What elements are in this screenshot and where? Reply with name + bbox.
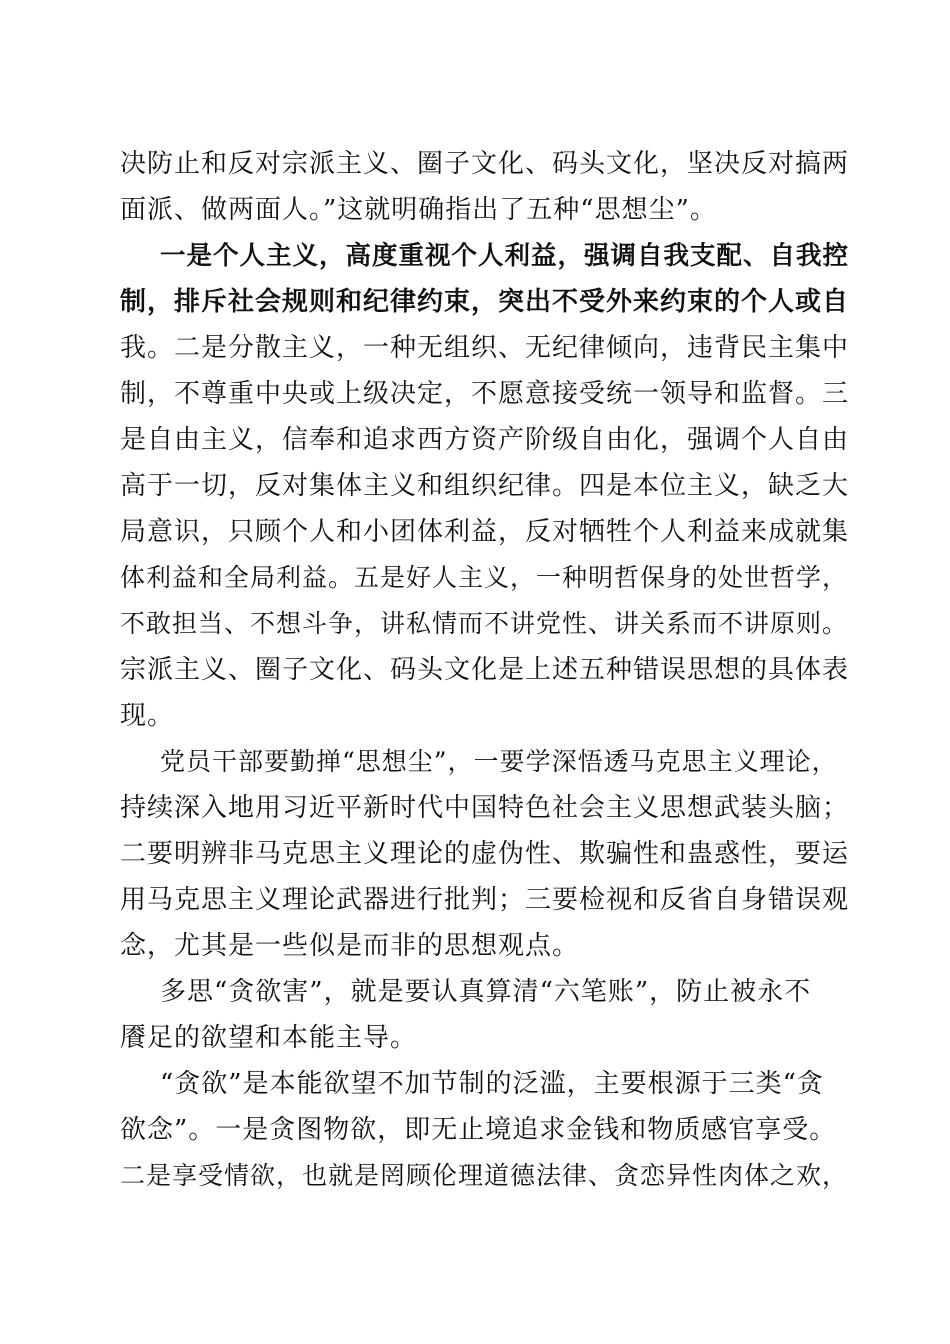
text-line: 制，排斥社会规则和纪律约束，突出不受外来约束的个人或自 (120, 287, 850, 317)
text-line: 面派、做两面人。”这就明确指出了五种“思想尘”。 (120, 195, 717, 225)
text-line: 决防止和反对宗派主义、圈子文化、码头文化，坚决反对搞两 (120, 149, 850, 179)
text-line: 制，不尊重中央或上级决定，不愿意接受统一领导和监督。三 (120, 379, 850, 409)
text-line: 用马克思主义理论武器进行批判；三要检视和反省自身错误观 (120, 885, 850, 915)
text-line: 我。二是分散主义，一种无组织、无纪律倾向，违背民主集中 (120, 333, 850, 363)
text-line: 现。 (120, 701, 175, 731)
text-line: 局意识，只顾个人和小团体利益，反对牺牲个人利益来成就集 (120, 517, 850, 547)
text-line: 体利益和全局利益。五是好人主义，一种明哲保身的处世哲学， (120, 563, 849, 592)
text-line: 多思“贪欲害”，就是要认真算清“六笔账”，防止被永不 (160, 977, 812, 1007)
text-line: 餍足的欲望和本能主导。 (120, 1023, 418, 1053)
text-line: 二是享受情欲，也就是罔顾伦理道德法律、贪恋异性肉体之欢， (120, 1161, 849, 1190)
text-line: 一是个人主义，高度重视个人利益，强调自我支配、自我控 (160, 241, 850, 271)
text-line: 二要明辨非马克思主义理论的虚伪性、欺骗性和蛊惑性，要运 (120, 839, 850, 869)
text-line: 不敢担当、不想斗争，讲私情而不讲党性、讲关系而不讲原则。 (120, 609, 849, 638)
text-line: 高于一切，反对集体主义和组织纪律。四是本位主义，缺乏大 (120, 471, 850, 501)
text-line: 宗派主义、圈子文化、码头文化是上述五种错误思想的具体表 (120, 655, 850, 685)
text-line: 持续深入地用习近平新时代中国特色社会主义思想武装头脑； (120, 793, 850, 823)
text-line: 党员干部要勤掸“思想尘”，一要学深悟透马克思主义理论， (160, 747, 838, 776)
text-line: 欲念”。一是贪图物欲，即无止境追求金钱和物质感官享受。 (120, 1115, 837, 1145)
text-line: 是自由主义，信奉和追求西方资产阶级自由化，强调个人自由 (120, 425, 850, 455)
text-line: 念，尤其是一些似是而非的思想观点。 (120, 931, 580, 961)
text-line: “贪欲”是本能欲望不加节制的泛滥，主要根源于三类“贪 (160, 1069, 824, 1099)
